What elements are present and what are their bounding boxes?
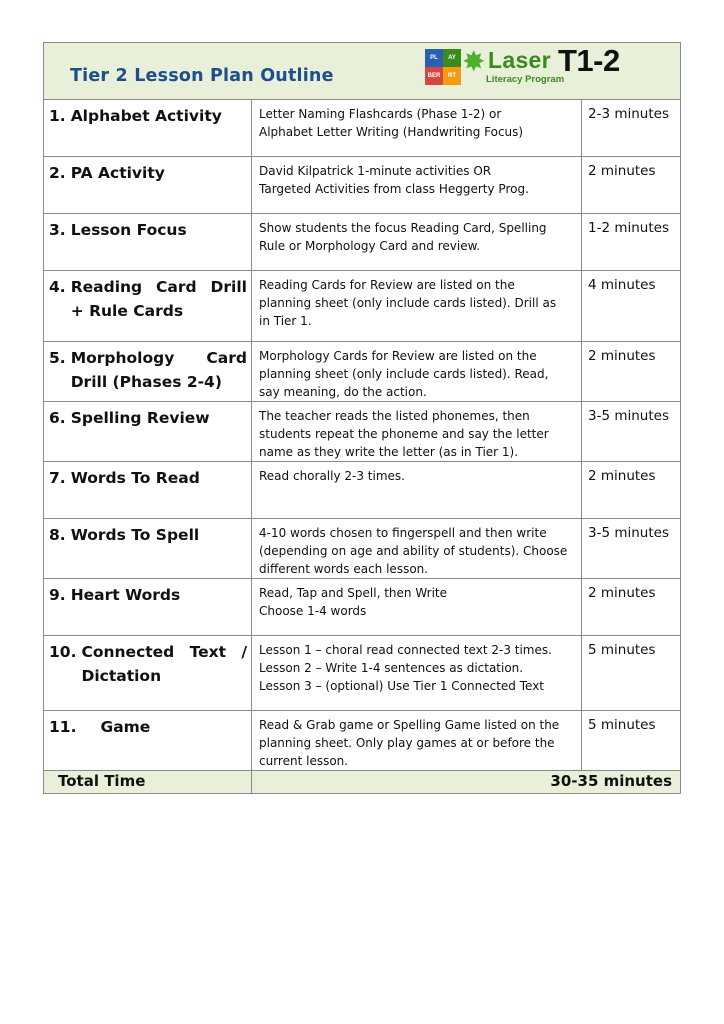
description-line: Read chorally 2-3 times. (259, 469, 405, 483)
activity-number: 3. (49, 221, 66, 239)
description-line: The teacher reads the listed phonemes, then (259, 409, 530, 423)
activity-label: Game (100, 718, 151, 736)
activity-label: Words To Spell (70, 526, 200, 544)
description-line: Morphology Cards for Review are listed on the (259, 349, 537, 363)
description-line: 4-10 words chosen to fingerspell and then write (259, 526, 547, 540)
table-row (44, 271, 681, 342)
duration-cell: 2-3 minutes (582, 100, 681, 157)
activity-cell (44, 636, 252, 711)
description-line: planning sheet (only include cards listed). Read, (259, 367, 549, 381)
activity-number: 5. (49, 349, 66, 367)
logo-tile: PL (425, 49, 443, 67)
total-row (44, 771, 681, 794)
activity-cell (44, 157, 252, 214)
description-line: Reading Cards for Review are listed on the (259, 278, 515, 292)
activity-label: Lesson Focus (70, 221, 187, 239)
description-line: Targeted Activities from class Heggerty Prog. (259, 182, 529, 196)
activity-cell (44, 519, 252, 579)
description-line: Letter Naming Flashcards (Phase 1-2) or (259, 107, 502, 121)
duration-cell: 5 minutes (582, 711, 681, 771)
description-line: Lesson 1 – choral read connected text 2-3 times. (259, 643, 552, 657)
description-cell (252, 271, 582, 342)
activity-label: Spelling Review (70, 409, 210, 427)
activity-number: 8. (49, 526, 66, 544)
activity-cell (44, 711, 252, 771)
laser-logo (425, 43, 675, 87)
activity-number: 7. (49, 469, 66, 487)
description-cell (252, 402, 582, 462)
table-row (44, 402, 681, 462)
description-line: students repeat the phoneme and say the letter (259, 427, 549, 441)
header-row (44, 43, 681, 100)
activity-label: Alphabet Activity (70, 107, 222, 125)
description-cell (252, 342, 582, 402)
activity-cell (44, 271, 252, 342)
table-row (44, 342, 681, 402)
table-row (44, 579, 681, 636)
description-line: name as they write the letter (as in Tier 1). (259, 445, 519, 459)
description-cell (252, 711, 582, 771)
description-cell (252, 579, 582, 636)
description-line: current lesson. (259, 754, 349, 768)
activity-number: 2. (49, 164, 66, 182)
description-line: Show students the focus Reading Card, Spelling (259, 221, 547, 235)
description-cell (252, 519, 582, 579)
duration-cell: 2 minutes (582, 579, 681, 636)
description-line: Alphabet Letter Writing (Handwriting Focus) (259, 125, 524, 139)
logo-brand: Laser (488, 47, 551, 73)
description-line: different words each lesson. (259, 562, 429, 576)
description-line: David Kilpatrick 1-minute activities OR (259, 164, 492, 178)
activity-cell (44, 214, 252, 271)
duration-cell: 2 minutes (582, 342, 681, 402)
description-line: Choose 1-4 words (259, 604, 367, 618)
activity-cell (44, 462, 252, 519)
page-title: Tier 2 Lesson Plan Outline (70, 66, 334, 86)
activity-label: Morphology Card Drill (Phases 2-4) (70, 349, 247, 391)
total-label: Total Time (44, 771, 252, 794)
activity-number: 10. (49, 643, 77, 661)
table-row (44, 711, 681, 771)
table-row (44, 100, 681, 157)
table-row (44, 519, 681, 579)
activity-number: 1. (49, 107, 66, 125)
duration-cell: 5 minutes (582, 636, 681, 711)
logo-grid-icon (425, 49, 461, 85)
description-cell (252, 636, 582, 711)
duration-cell: 2 minutes (582, 462, 681, 519)
description-line: Read & Grab game or Spelling Game listed on the (259, 718, 560, 732)
activity-label: Words To Read (70, 469, 200, 487)
logo-tile: BER (425, 67, 443, 85)
logo-tile: AY (443, 49, 461, 67)
activity-label: Reading Card Drill + Rule Cards (70, 278, 247, 320)
duration-cell: 3-5 minutes (582, 402, 681, 462)
duration-cell: 1-2 minutes (582, 214, 681, 271)
activity-label: Heart Words (70, 586, 181, 604)
activity-cell (44, 100, 252, 157)
description-line: planning sheet. Only play games at or before the (259, 736, 555, 750)
logo-tier: T1-2 (558, 43, 620, 78)
activity-number: 9. (49, 586, 66, 604)
laser-burst-icon: ✸ (462, 45, 486, 78)
logo-subtitle: Literacy Program (486, 74, 565, 85)
table-row (44, 214, 681, 271)
description-line: Lesson 3 – (optional) Use Tier 1 Connected Text (259, 679, 545, 693)
activity-label: PA Activity (70, 164, 165, 182)
description-cell (252, 157, 582, 214)
activity-number: 6. (49, 409, 66, 427)
description-line: (depending on age and ability of students). Choose (259, 544, 568, 558)
activity-cell (44, 342, 252, 402)
table-row (44, 157, 681, 214)
description-line: in Tier 1. (259, 314, 312, 328)
table-row (44, 636, 681, 711)
logo-tile: RT (443, 67, 461, 85)
description-line: Lesson 2 – Write 1-4 sentences as dictation. (259, 661, 524, 675)
activity-cell (44, 579, 252, 636)
description-line: say meaning, do the action. (259, 385, 427, 399)
duration-cell: 4 minutes (582, 271, 681, 342)
description-cell (252, 462, 582, 519)
total-value: 30-35 minutes (252, 771, 681, 794)
duration-cell: 2 minutes (582, 157, 681, 214)
duration-cell: 3-5 minutes (582, 519, 681, 579)
activity-label: Connected Text / Dictation (81, 643, 247, 685)
activity-cell (44, 402, 252, 462)
table-row (44, 462, 681, 519)
lesson-plan-table (43, 42, 681, 794)
header-cell (44, 43, 681, 100)
description-line: Read, Tap and Spell, then Write (259, 586, 448, 600)
activity-number: 11. (49, 718, 77, 736)
lesson-plan-sheet (43, 42, 680, 794)
description-line: Rule or Morphology Card and review. (259, 239, 481, 253)
description-line: planning sheet (only include cards listed). Drill as (259, 296, 557, 310)
description-cell (252, 214, 582, 271)
description-cell (252, 100, 582, 157)
activity-number: 4. (49, 278, 66, 296)
